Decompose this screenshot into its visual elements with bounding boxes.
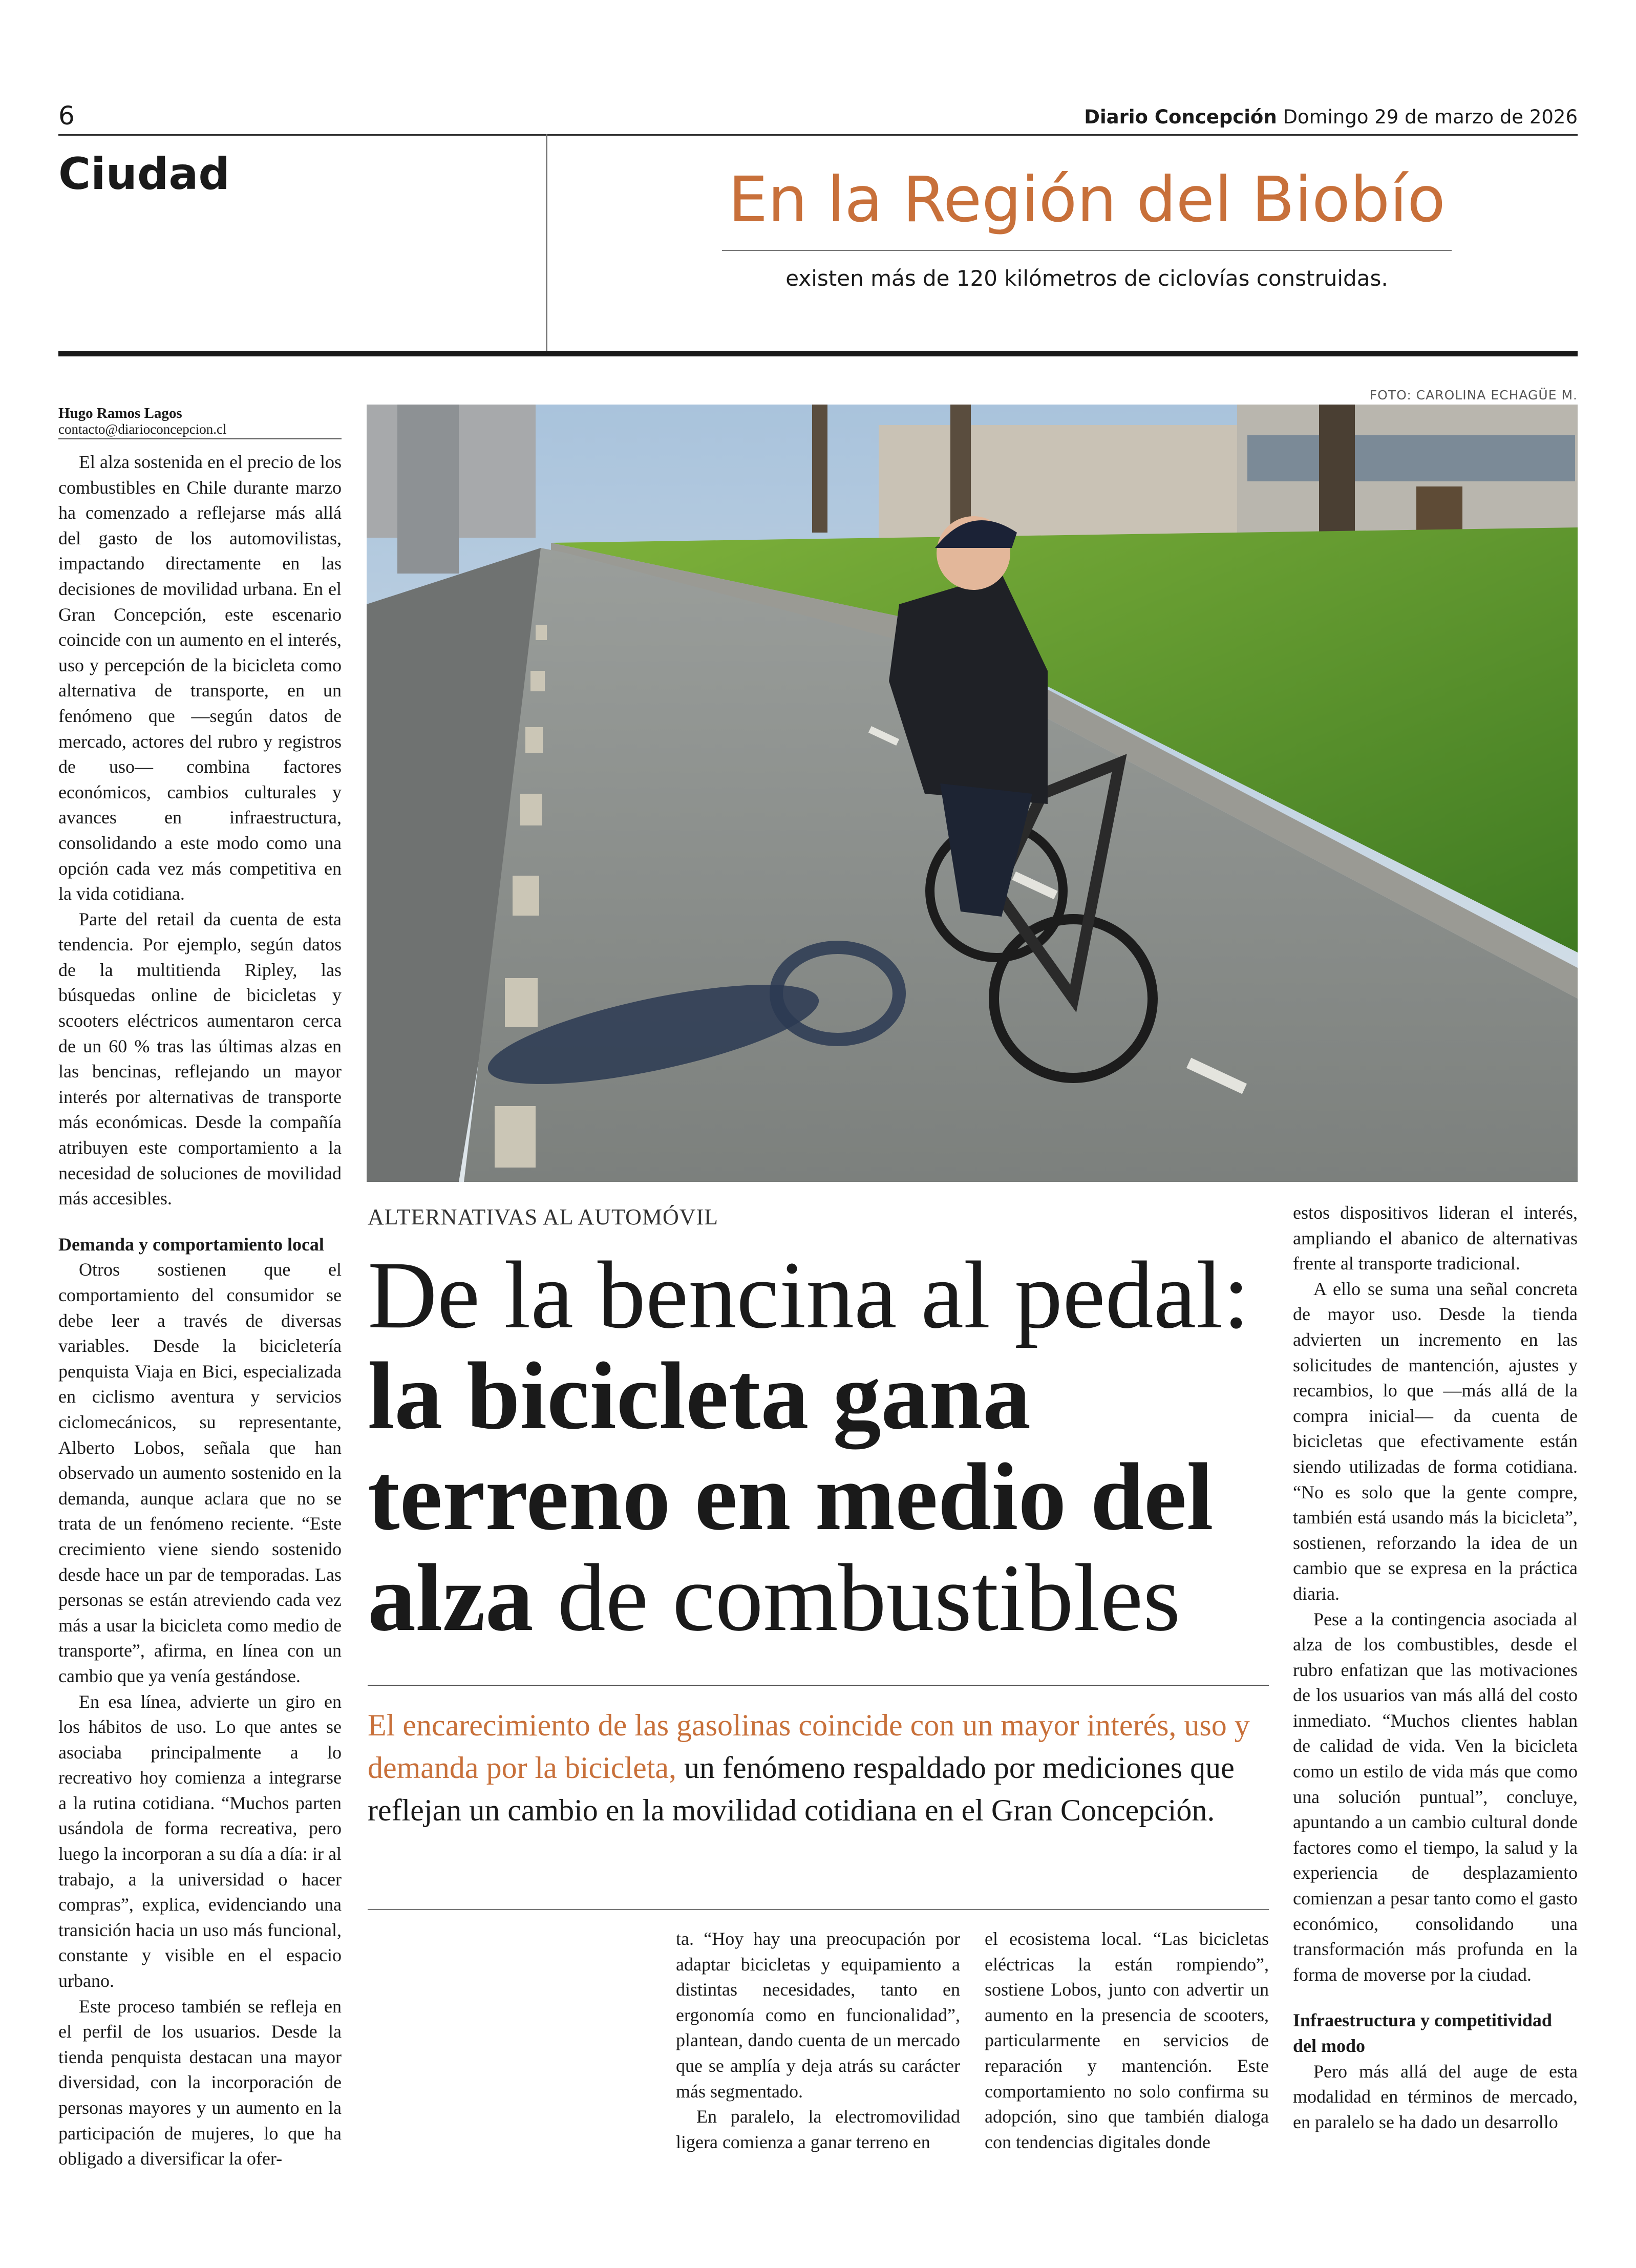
lead-bottom-rule [368,1909,1269,1910]
lead-rest: un fenómeno respaldado por mediciones que reflejan un cambio en la movilidad cotidiana en el Gran Concepción. [368,1751,1235,1827]
col1-subheading: Demanda y comportamiento local [58,1234,324,1255]
col1-paragraph: Este proceso también se refleja en el perfil de los usuarios. Desde la tienda penquista destacan una mayor diversidad, con la incorporación de personas mayores y un aumento en la participación de mujeres, lo que ha obligado a diversificar la ofer- [58,1996,342,2169]
headline-line-2: la bicicleta gana [368,1342,1031,1449]
section-title: Ciudad [58,149,230,200]
issue-date: Domingo 29 de marzo de 2026 [1283,106,1578,128]
lead-paragraph [368,1704,1269,1832]
column-2 [676,1926,960,2155]
paper-name: Diario Concepción [1084,106,1277,128]
col4-paragraph: Pese a la contingencia asociada al alza de los combustibles, desde el rubro enfatizan que las motivaciones de los usuarios van más allá del costo inmediato. “Muchos clientes hablan de calidad de vida. Ven la bicicleta como un estilo de vida más que como una solución puntual”, concluye, apuntando a un cambio cultural donde factores como el tiempo, la salud y la experiencia de desplazamiento comienzan a pesar tanto como el gasto económico, consolidando una transformación más profunda en la forma de moverse por la ciudad. [1293,1608,1578,1985]
highlight-rule [722,250,1452,251]
headline-line-4-bold: alza [368,1544,534,1651]
col1-paragraph: Otros sostienen que el comportamiento del consumidor se debe leer a través de diversas variables. Desde la bicicletería penquista Viaja en Bici, especializada en ciclismo aventura y servicios ciclomecánicos, su representante, Alberto Lobos, señala que han observado un aumento sostenido en la demanda, aunque aclara que no se trata de un fenómeno reciente. “Este crecimiento viene siendo sostenido desde hace un par de temporadas. Las personas se están atreviendo cada vez más a usar la bicicleta como medio de transporte”, afirma, en línea con un cambio que ya venía gestándose. [58,1259,342,1686]
header-bottom-rule [58,351,1578,356]
photo-credit: FOTO: CAROLINA ECHAGÜE M. [1369,388,1578,402]
col3-paragraph: el ecosistema local. “Las bicicletas eléctricas la están rompiendo”, sostiene Lobos, junto con advertir un aumento en la presencia de scooters, particularmente en servicios de reparación y mantención. Este comportamiento no solo confirma su adopción, sino que también dialoga con tendencias digitales donde [985,1928,1269,2152]
col2-paragraph: En paralelo, la electromovilidad ligera comienza a ganar terreno en [676,2106,960,2152]
headline-line-3: terreno en medio del [368,1443,1214,1550]
kicker: ALTERNATIVAS AL AUTOMÓVIL [368,1204,719,1230]
col2-paragraph: ta. “Hoy hay una preocupación por adaptar bicicletas y equipamiento a distintas necesidades, tanto en ergonomía como en funcionalidad”, plantean, dando cuenta de un mercado que se amplía y deja atrás su carácter más segmentado. [676,1928,960,2102]
masthead-line [1084,105,1578,129]
column-4 [1293,1200,1578,2135]
highlight-text: existen más de 120 kilómetros de ciclovías construidas. [785,266,1388,291]
lead-highlight: El encarecimiento de las gasolinas coincide con un mayor interés, uso y demanda por la bicicleta, [368,1708,1250,1785]
col4-paragraph: A ello se suma una señal concreta de mayor uso. Desde la tienda advierten un incremento en las solicitudes de mantención, ajustes y recambios, lo que —más allá de la compra inicial— da cuenta de bicicletas que efectivamente están siendo utilizadas de forma cotidiana. “No es solo que la gente compre, también está usando más la bicicleta”, sostienen, reforzando la idea de un cambio que se expresa en la práctica diaria. [1293,1278,1578,1604]
col4-subheading: Infraestructura y competitividad del modo [1293,2010,1552,2056]
headline-line-4-rest: de combustibles [533,1544,1181,1651]
headline-line-1: De la bencina al pedal: [368,1241,1250,1348]
highlight-title: En la Región del Biobío [728,163,1446,236]
lead-top-rule [368,1685,1269,1686]
column-1 [58,450,342,2172]
col4-paragraph: Pero más allá del auge de esta modalidad en términos de mercado, en paralelo se ha dado un desarrollo [1293,2061,1578,2132]
header-top-rule [58,134,1578,136]
col1-paragraph: Parte del retail da cuenta de esta tendencia. Por ejemplo, según datos de la multitienda Ripley, las búsquedas online de bicicletas y scooters eléctricos aumentaron cerca de un 60 % tras las últimas alzas en las bencinas, reflejando un mayor interés por alternativas de transporte más económicas. Desde la compañía atribuyen este comportamiento a la necesidad de soluciones de movilidad más accesibles. [58,908,342,1209]
col1-paragraph: En esa línea, advierte un giro en los hábitos de uso. Lo que antes se asociaba principalmente a lo recreativo hoy comienza a integrarse a la rutina cotidiana. “Muchos parten usándola de forma recreativa, pero luego la incorporan a su día a día: ir al trabajo, a la universidad o hacer compras”, explica, evidenciando una transición hacia un uso más funcional, constante y visible en el espacio urbano. [58,1691,342,1991]
byline-author: Hugo Ramos Lagos [58,405,182,421]
cyclist-photo [367,405,1578,1182]
byline-rule [58,438,342,439]
column-3 [985,1926,1269,2155]
page-number: 6 [58,101,75,131]
headline-line-4 [368,1544,1274,1651]
col1-paragraph: El alza sostenida en el precio de los combustibles en Chile durante marzo ha comenzado a reflejarse más allá del gasto de los automovilistas, impactando directamente en las decisiones de movilidad urbana. En el Gran Concepción, este escenario coincide con un aumento en el interés, uso y percepción de la bicicleta como alternativa de transporte, en un fenómeno que —según datos de mercado, actores del rubro y registros de uso— combina factores económicos, cambios culturales y avances en infraestructura, consolidando a este modo como una opción cada vez más competitiva en la vida cotidiana. [58,452,342,904]
byline-email: contacto@diarioconcepcion.cl [58,421,227,437]
headline [368,1241,1274,1651]
cyclist-photo-illustration [367,405,1578,1182]
col4-paragraph: estos dispositivos lideran el interés, ampliando el abanico de alternativas frente al transporte tradicional. [1293,1202,1578,1274]
header-vertical-divider [546,134,547,353]
